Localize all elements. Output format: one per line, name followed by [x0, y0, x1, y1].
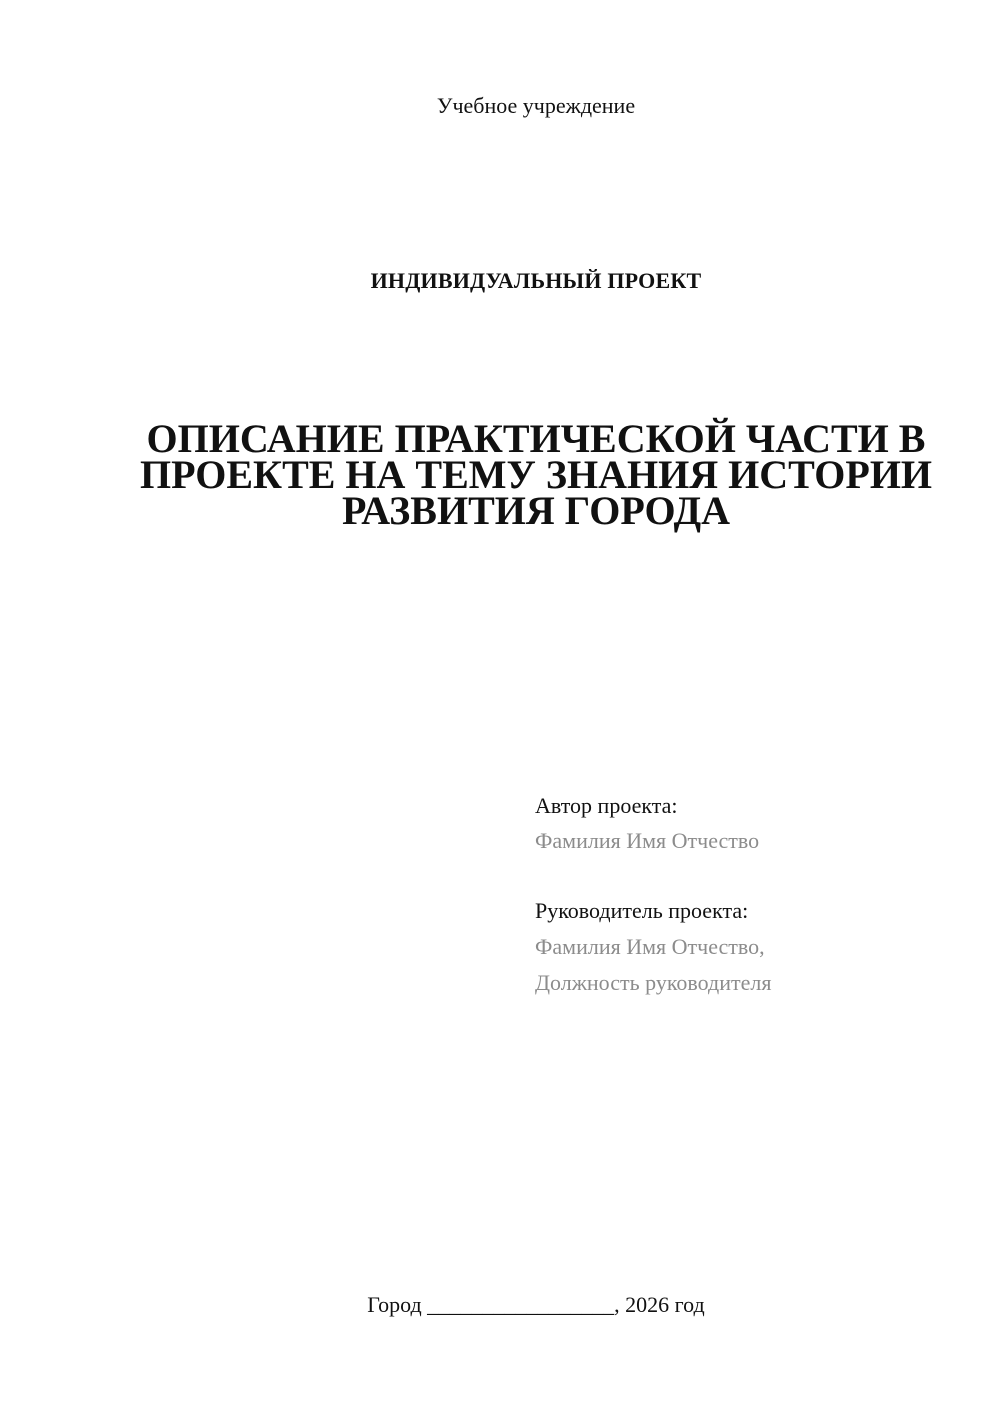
supervisor-block [535, 893, 771, 1001]
project-title [130, 416, 942, 533]
project-title-line-2: ПРОЕКТЕ НА ТЕМУ ЗНАНИЯ ИСТОРИИ [139, 452, 933, 497]
supervisor-label: Руководитель проекта: [535, 898, 749, 923]
author-name: Фамилия Имя Отчество [535, 828, 760, 853]
institution-name: Учебное учреждение [436, 93, 636, 118]
city-year-line: Город _________________, 2026 год [367, 1292, 705, 1317]
author-block [535, 788, 759, 858]
project-title-line-3: РАЗВИТИЯ ГОРОДА [341, 488, 731, 533]
author-label: Автор проекта: [535, 793, 678, 818]
project-type-heading: ИНДИВИДУАЛЬНЫЙ ПРОЕКТ [370, 268, 702, 293]
supervisor-name: Фамилия Имя Отчество, [535, 934, 765, 959]
supervisor-position: Должность руководителя [535, 970, 772, 995]
project-title-line-1: ОПИСАНИЕ ПРАКТИЧЕСКОЙ ЧАСТИ В [146, 416, 926, 461]
